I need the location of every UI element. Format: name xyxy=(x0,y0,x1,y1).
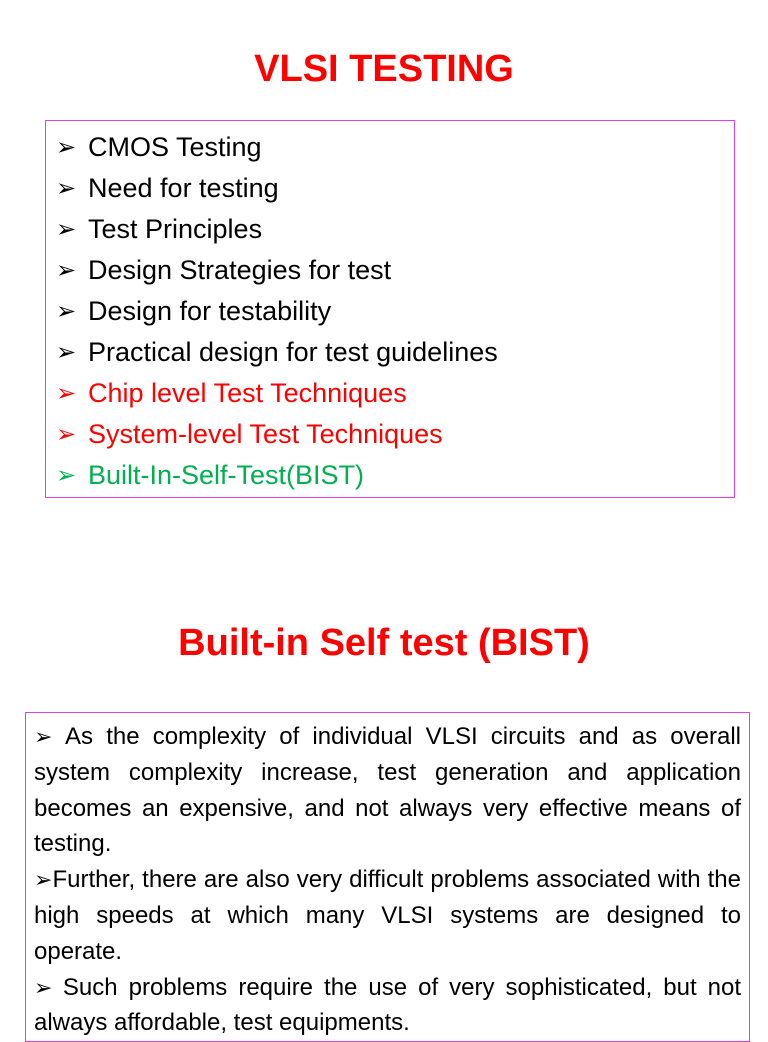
topic-item xyxy=(56,250,734,291)
arrowhead-icon: ➢ xyxy=(56,421,77,448)
bist-paragraph-text: Further, there are also very difficult problems associated with the high speeds at which many VLSI systems are designed to operate. xyxy=(34,866,741,965)
arrowhead-icon: ➢ xyxy=(34,974,63,1000)
arrowhead-icon: ➢ xyxy=(34,724,66,749)
bist-paragraph xyxy=(34,862,741,969)
topic-label: Practical design for test guidelines xyxy=(88,337,498,367)
arrowhead-icon: ➢ xyxy=(56,175,77,202)
topic-label: System-level Test Techniques xyxy=(88,419,443,449)
topic-label: Need for testing xyxy=(88,173,279,203)
topic-label: Design Strategies for test xyxy=(88,255,392,285)
arrowhead-icon: ➢ xyxy=(56,257,77,284)
topic-item xyxy=(56,168,734,209)
topic-item xyxy=(56,209,734,250)
bist-paragraph xyxy=(34,970,741,1042)
arrowhead-icon: ➢ xyxy=(56,339,77,366)
topic-item xyxy=(56,127,734,168)
topic-item xyxy=(56,373,734,414)
topic-item xyxy=(56,332,734,373)
topic-item xyxy=(56,291,734,332)
bist-content xyxy=(25,712,750,1042)
topic-label: Design for testability xyxy=(88,296,332,326)
arrowhead-icon: ➢ xyxy=(34,867,53,893)
bist-paragraph xyxy=(34,719,741,862)
topic-label: Built-In-Self-Test(BIST) xyxy=(88,460,365,490)
topics-list xyxy=(45,120,735,498)
arrowhead-icon: ➢ xyxy=(56,462,77,489)
arrowhead-icon: ➢ xyxy=(56,216,77,243)
arrowhead-icon: ➢ xyxy=(56,298,77,325)
section-title-bist: Built-in Self test (BIST) xyxy=(178,622,590,664)
arrowhead-icon: ➢ xyxy=(56,380,77,407)
topic-item xyxy=(56,414,734,455)
bist-paragraph-text: As the complexity of individual VLSI circuits and as overall system complexity increase, test generation and application becomes an expensive, and not always very effective means of testing. xyxy=(34,723,742,858)
bist-paragraph-text: Such problems require the use of very sophisticated, but not always affordable, test equipments. xyxy=(34,973,741,1037)
topic-label: Chip level Test Techniques xyxy=(88,378,407,408)
topic-label: Test Principles xyxy=(88,214,263,244)
topic-item xyxy=(56,455,734,496)
topic-label: CMOS Testing xyxy=(88,132,262,162)
slide-title: VLSI TESTING xyxy=(254,48,514,90)
arrowhead-icon: ➢ xyxy=(56,134,77,161)
